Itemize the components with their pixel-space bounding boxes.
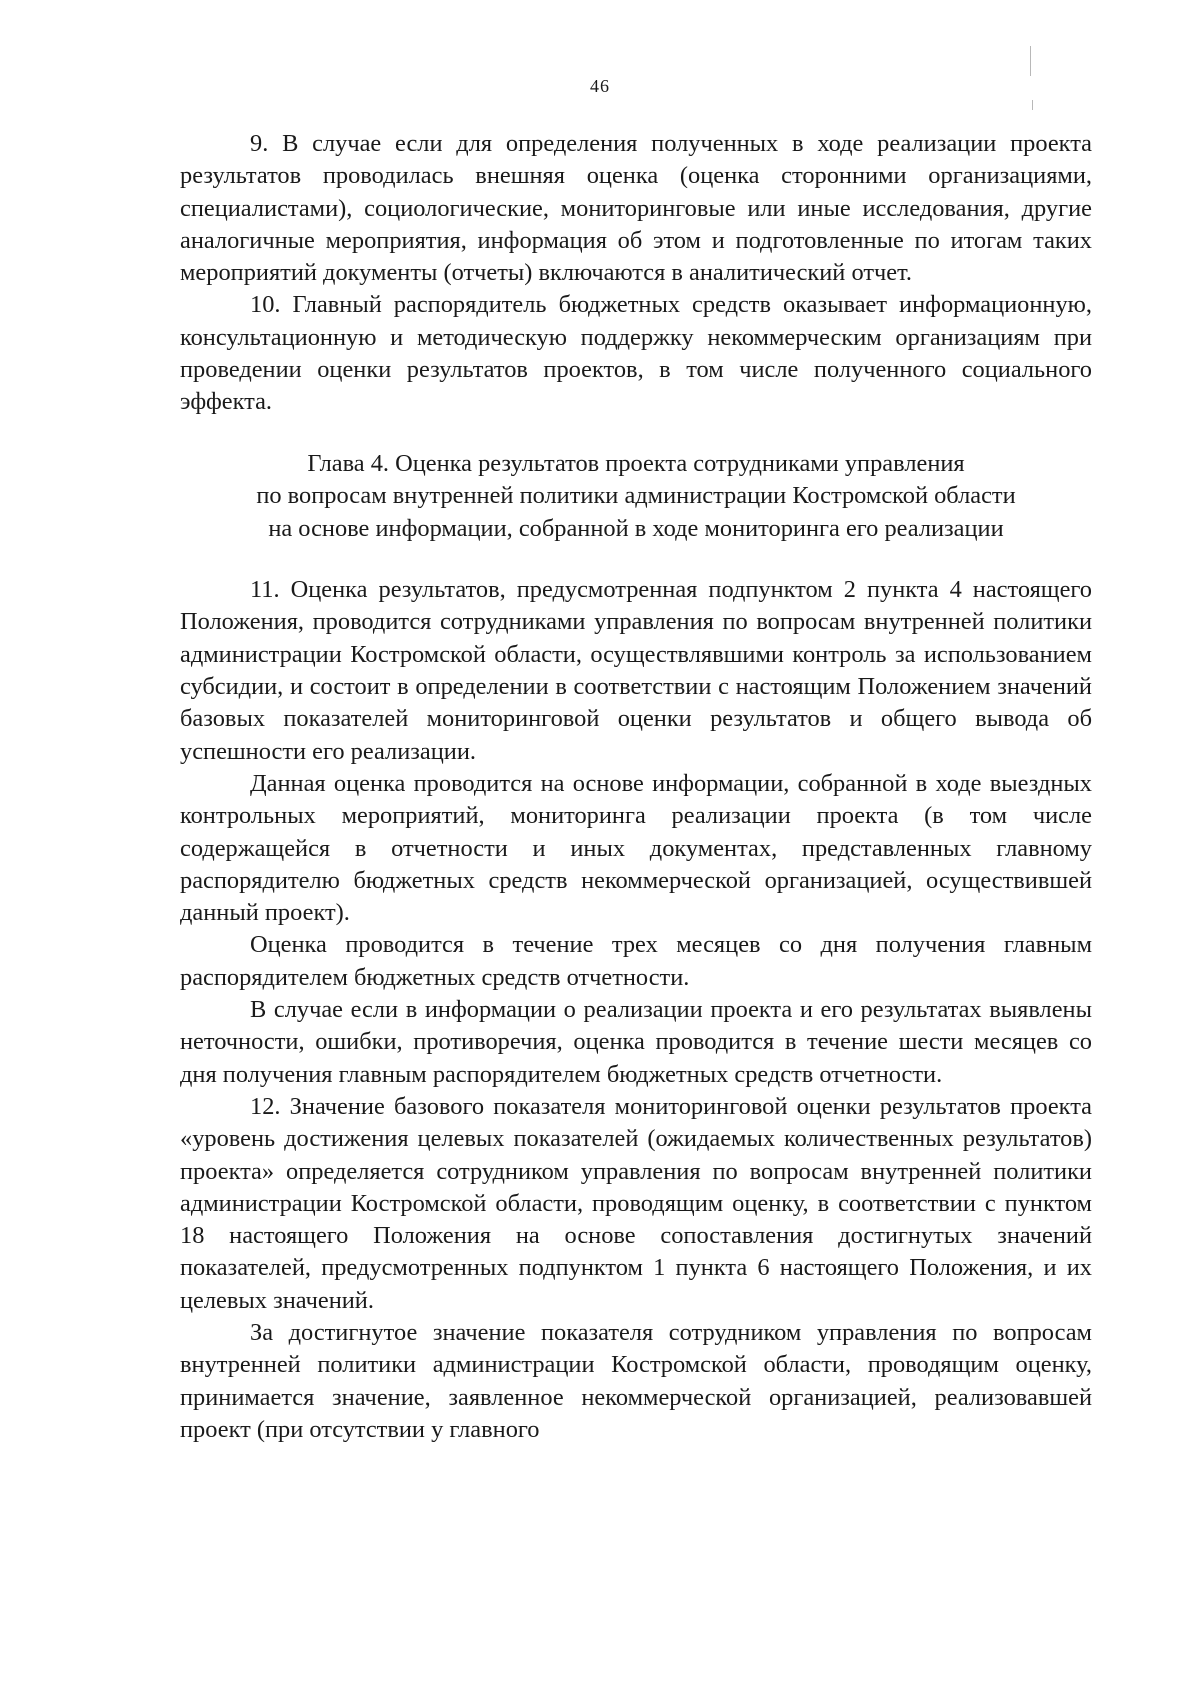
page-number: 46	[590, 76, 610, 96]
paragraph-9: 9. В случае если для определения полученных в ходе реализации проекта результатов проводилась внешняя оценка (оценка сторонними организациями, специалистами), социологические, мониторинговые или иные исследования, другие аналогичные мероприятия, информация об этом и подготовленные по итогам таких мероприятий документы (отчеты) включаются в аналитический отчет.	[180, 130, 1092, 287]
scan-mark	[1030, 46, 1031, 76]
document-body	[180, 128, 1092, 1446]
paragraph-12-achieved-value: За достигнутое значение показателя сотрудником управления по вопросам внутренней политики администрации Костромской области, проводящим оценку, принимается значение, заявленное некоммерческой организацией, реализовавшей проект (при отсутствии у главного	[180, 1319, 1092, 1443]
chapter-heading-line-2: по вопросам внутренней политики администрации Костромской области	[256, 482, 1016, 510]
chapter-heading-line-1: Глава 4. Оценка результатов проекта сотрудниками управления	[307, 449, 965, 477]
paragraph-10: 10. Главный распорядитель бюджетных средств оказывает информационную, консультационную и методическую поддержку некоммерческим организациям при проведении оценки результатов проектов, в том числе полученного социального эффекта.	[180, 291, 1092, 416]
paragraph-11-data-source: Данная оценка проводится на основе информации, собранной в ходе выездных контрольных мероприятий, мониторинга реализации проекта (в том числе содержащейся в отчетности и иных документах, представленных главному распорядителю бюджетных средств некоммерческой организацией, осуществившей данный проект).	[180, 769, 1092, 927]
scan-mark	[1032, 100, 1033, 110]
paragraph-12: 12. Значение базового показателя мониторинговой оценки результатов проекта «уровень достижения целевых показателей (ожидаемых количественных результатов) проекта» определяется сотрудником управления по вопросам внутренней политики администрации Костромской области, проводящим оценку, в соответствии с пунктом 18 настоящего Положения на основе сопоставления достигнутых значений показателей, предусмотренных подпунктом 1 пункта 6 настоящего Положения, и их целевых значений.	[180, 1092, 1092, 1314]
paragraph-11-extended-term: В случае если в информации о реализации проекта и его результатах выявлены неточности, ошибки, противоречия, оценка проводится в течение шести месяцев со дня получения главным распорядителем бюджетных средств отчетности.	[180, 996, 1092, 1088]
chapter-heading	[180, 448, 1092, 546]
chapter-heading-line-3: на основе информации, собранной в ходе мониторинга его реализации	[268, 514, 1004, 542]
paragraph-11-term: Оценка проводится в течение трех месяцев со дня получения главным распорядителем бюджетных средств отчетности.	[180, 931, 1092, 991]
paragraph-11: 11. Оценка результатов, предусмотренная подпунктом 2 пункта 4 настоящего Положения, проводится сотрудниками управления по вопросам внутренней политики администрации Костромской области, осуществлявшими контроль за использованием субсидии, и состоит в определении в соответствии с настоящим Положением значений базовых показателей мониторинговой оценки результатов и общего вывода об успешности его реализации.	[180, 576, 1092, 765]
